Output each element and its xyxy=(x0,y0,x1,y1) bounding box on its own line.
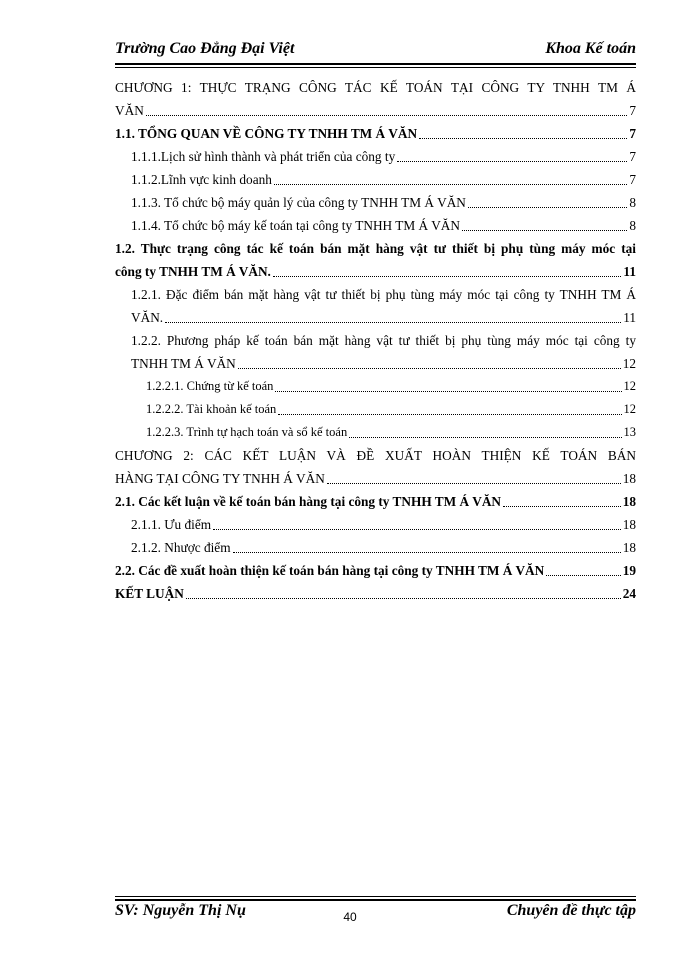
toc-page-number: 7 xyxy=(629,126,636,141)
toc-entry-title: HÀNG TẠI CÔNG TY TNHH Á VĂN xyxy=(115,471,325,486)
toc-leader xyxy=(165,322,621,323)
toc-entry-1-2-2-3[interactable] xyxy=(115,421,636,444)
toc-leader xyxy=(349,437,621,438)
toc-leader xyxy=(275,391,621,392)
footer-rule xyxy=(115,896,636,901)
toc-leader xyxy=(186,598,621,599)
toc-entry-title: 1.1.2.Lĩnh vực kinh doanh xyxy=(131,172,272,187)
toc-entry-1-2-1[interactable] xyxy=(115,283,636,329)
toc-entry-title: 1.1.1.Lịch sử hình thành và phát triển của công ty xyxy=(131,149,396,164)
toc-entry-1-2-2[interactable] xyxy=(115,329,636,375)
toc-entry-1-1-1[interactable] xyxy=(115,145,636,168)
toc-leader xyxy=(546,575,620,576)
toc-page-number: 8 xyxy=(629,218,636,233)
toc-entry-title: 1.1.4. Tổ chức bộ máy kế toán tại công ty TNHH TM Á VĂN xyxy=(131,218,461,233)
toc-page-number: 18 xyxy=(622,517,636,532)
toc-entry-title: 1.2.2.2. Tài khoản kế toán xyxy=(146,402,277,416)
toc-entry-title: CHƯƠNG 1: THỰC TRẠNG CÔNG TÁC KẾ TOÁN TẠI CÔNG TY TNHH TM Á xyxy=(115,80,636,95)
toc-leader xyxy=(273,276,622,277)
toc-entry-title: KẾT LUẬN xyxy=(115,586,184,601)
toc-page-number: 18 xyxy=(622,471,636,486)
toc-page-number: 18 xyxy=(622,540,636,555)
toc-entry-2-2[interactable] xyxy=(115,559,636,582)
toc-page-number: 12 xyxy=(623,402,636,416)
toc-page-number: 11 xyxy=(623,310,636,325)
toc-entry-chapter-2[interactable] xyxy=(115,444,636,490)
toc-entry-title: 2.1.2. Nhược điểm xyxy=(131,540,231,555)
toc-leader xyxy=(397,161,627,162)
toc-page-number: 12 xyxy=(622,356,636,371)
page-number: 40 xyxy=(343,910,357,924)
toc-page-number: 12 xyxy=(623,379,636,393)
toc-entry-title: 1.1. TỔNG QUAN VỀ CÔNG TY TNHH TM Á VĂN xyxy=(115,126,418,141)
toc-page-number: 8 xyxy=(629,195,636,210)
toc-leader xyxy=(238,368,621,369)
toc-entry-title: 2.2. Các đề xuất hoàn thiện kế toán bán hàng tại công ty TNHH TM Á VĂN xyxy=(115,563,545,578)
toc-leader xyxy=(327,483,621,484)
toc-leader xyxy=(419,138,627,139)
table-of-contents xyxy=(115,76,636,605)
toc-entry-2-1[interactable] xyxy=(115,490,636,513)
toc-leader xyxy=(278,414,621,415)
page-header xyxy=(115,40,636,64)
toc-leader xyxy=(274,184,627,185)
toc-entry-title: 1.1.3. Tổ chức bộ máy quản lý của công ty TNHH TM Á VĂN xyxy=(131,195,466,210)
toc-page-number: 18 xyxy=(622,494,636,509)
toc-entry-title: 2.1. Các kết luận về kế toán bán hàng tại công ty TNHH TM Á VĂN xyxy=(115,494,502,509)
toc-entry-title: 1.2.1. Đặc điểm bán mặt hàng vật tư thiết bị phụ tùng máy móc tại công ty TNHH TM Á xyxy=(131,287,636,302)
toc-entry-2-1-2[interactable] xyxy=(115,536,636,559)
toc-entry-1-1-3[interactable] xyxy=(115,191,636,214)
toc-page-number: 11 xyxy=(623,264,636,279)
toc-page-number: 7 xyxy=(629,149,636,164)
toc-page-number: 19 xyxy=(622,563,636,578)
toc-entry-title: CHƯƠNG 2: CÁC KẾT LUẬN VÀ ĐỀ XUẤT HOÀN THIỆN KẾ TOÁN BÁN xyxy=(115,448,636,463)
report-type: Chuyên đề thực tập xyxy=(506,902,636,919)
toc-entry-1-2[interactable] xyxy=(115,237,636,283)
student-name: SV: Nguyễn Thị Nụ xyxy=(115,902,246,919)
toc-entry-title: 1.2.2.3. Trình tự hạch toán và sổ kế toán xyxy=(146,425,348,439)
toc-leader xyxy=(233,552,621,553)
school-name: Trường Cao Đẳng Đại Việt xyxy=(115,40,295,57)
toc-page-number: 7 xyxy=(629,103,636,118)
header-rule xyxy=(115,63,636,68)
toc-entry-1-1[interactable] xyxy=(115,122,636,145)
toc-entry-title: 1.2.2. Phương pháp kế toán bán mặt hàng vật tư thiết bị phụ tùng máy móc tại công ty xyxy=(131,333,636,348)
toc-entry-1-2-2-2[interactable] xyxy=(115,398,636,421)
toc-entry-1-2-2-1[interactable] xyxy=(115,375,636,398)
toc-entry-title: TNHH TM Á VĂN xyxy=(131,356,236,371)
toc-entry-title: VĂN xyxy=(115,103,144,118)
toc-leader xyxy=(462,230,627,231)
toc-entry-1-1-4[interactable] xyxy=(115,214,636,237)
toc-entry-2-1-1[interactable] xyxy=(115,513,636,536)
toc-entry-chapter-1[interactable] xyxy=(115,76,636,122)
toc-page-number: 7 xyxy=(629,172,636,187)
toc-leader xyxy=(503,506,621,507)
department-name: Khoa Kế toán xyxy=(545,40,636,57)
toc-entry-title: 1.2.2.1. Chứng từ kế toán xyxy=(146,379,274,393)
toc-leader xyxy=(213,529,621,530)
toc-entry-1-1-2[interactable] xyxy=(115,168,636,191)
toc-leader xyxy=(468,207,627,208)
toc-entry-conclusion[interactable] xyxy=(115,582,636,605)
toc-page-number: 24 xyxy=(622,586,636,601)
toc-entry-title: VĂN. xyxy=(131,310,164,325)
toc-entry-title: 1.2. Thực trạng công tác kế toán bán mặt hàng vật tư thiết bị phụ tùng máy móc tại xyxy=(115,241,636,256)
toc-leader xyxy=(146,115,628,116)
toc-page-number: 13 xyxy=(623,425,636,439)
toc-entry-title: 2.1.1. Ưu điểm xyxy=(131,517,212,532)
toc-entry-title: công ty TNHH TM Á VĂN. xyxy=(115,264,271,279)
